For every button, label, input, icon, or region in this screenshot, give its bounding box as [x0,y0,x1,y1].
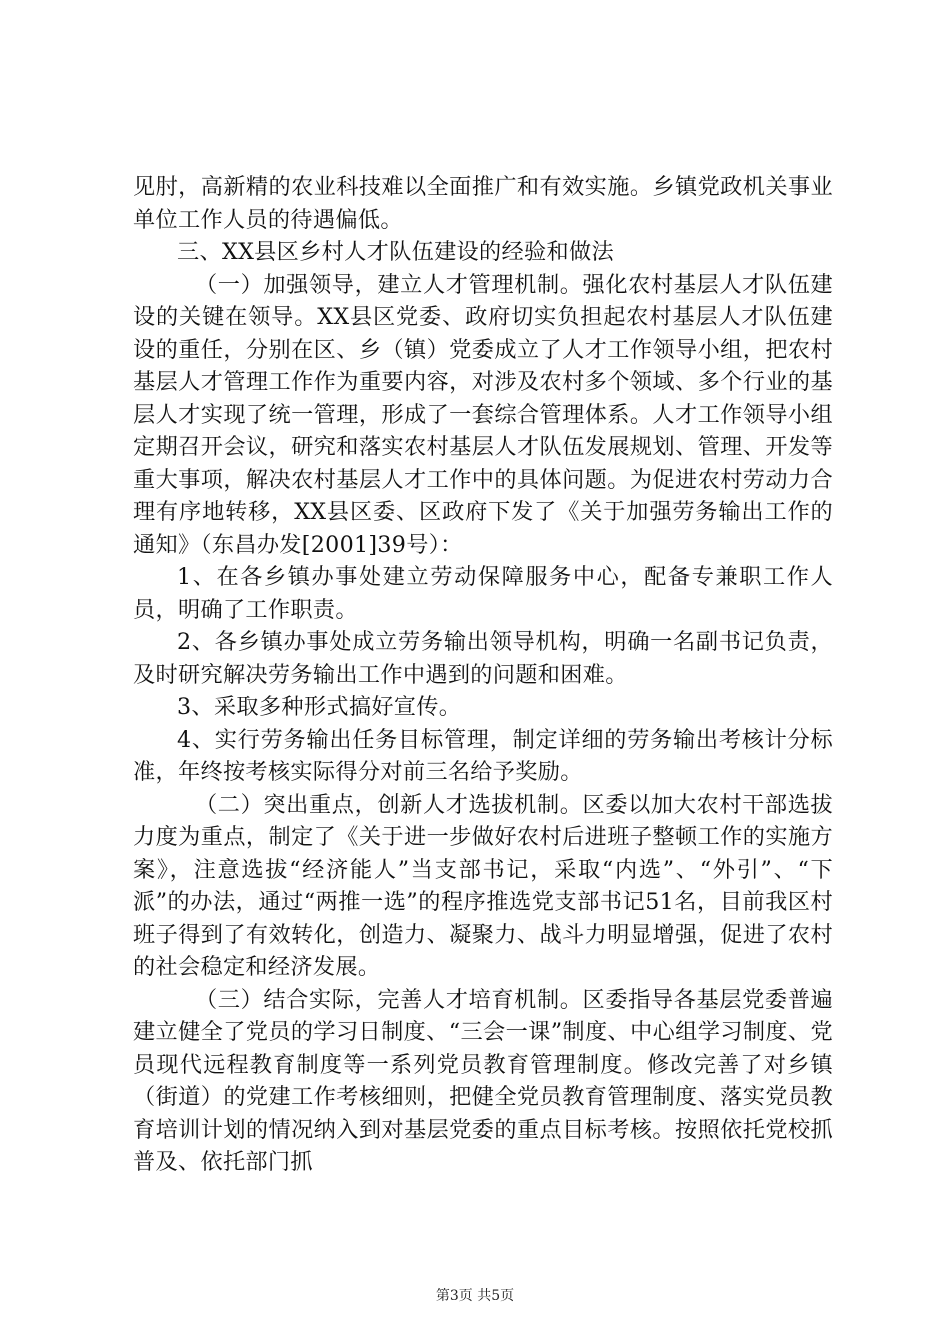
list-item-4: 4、实行劳务输出任务目标管理，制定详细的劳务输出考核计分标准，年终按考核实际得分对前三名给予奖励。 [133,726,833,785]
list-item-2: 2、各乡镇办事处成立劳务输出领导机构，明确一名副书记负责，及时研究解决劳务输出工作中遇到的问题和困难。 [133,629,833,688]
document-body [133,171,833,1179]
section-heading: 三、XX县区乡村人才队伍建设的经验和做法 [177,239,614,265]
list-item-3: 3、采取多种形式搞好宣传。 [177,694,462,720]
paragraph-continuation: 见肘，高新精的农业科技难以全面推广和有效实施。乡镇党政机关事业单位工作人员的待遇偏低。 [133,174,833,233]
subsection-paragraph-1: （一）加强领导，建立人才管理机制。强化农村基层人才队伍建设的关键在领导。XX县区党委、政府切实负担起农村基层人才队伍建设的重任，分别在区、乡（镇）党委成立了人才工作领导小组，把农村基层人才管理工作作为重要内容，对涉及农村多个领域、多个行业的基层人才实现了统一管理，形成了一套综合管理体系。人才工作领导小组定期召开会议，研究和落实农村基层人才队伍发展规划、管理、开发等重大事项，解决农村基层人才工作中的具体问题。为促进农村劳动力合理有序地转移，XX县区委、区政府下发了《关于加强劳务输出工作的通知》（东昌办发[2001]39号）： [133,271,833,558]
subsection-paragraph-3: （三）结合实际，完善人才培育机制。区委指导各基层党委普遍建立健全了党员的学习日制度、“三会一课”制度、中心组学习制度、党员现代远程教育制度等一系列党员教育管理制度。修改完善了对乡镇（街道）的党建工作考核细则，把健全党员教育管理制度、落实党员教育培训计划的情况纳入到对基层党委的重点目标考核。按照依托党校抓普及、依托部门抓 [133,986,833,1175]
page-number-footer: 第3页 共5页 [435,1288,515,1304]
subsection-paragraph-2: （二）突出重点，创新人才选拔机制。区委以加大农村干部选拔力度为重点，制定了《关于进一步做好农村后进班子整顿工作的实施方案》，注意选拔“经济能人”当支部书记，采取“内选”、“外引”、“下派”的办法，通过“两推一选”的程序推选党支部书记51名，目前我区村班子得到了有效转化，创造力、凝聚力、战斗力明显增强，促进了农村的社会稳定和经济发展。 [133,791,833,980]
list-item-1: 1、在各乡镇办事处建立劳动保障服务中心，配备专兼职工作人员，明确了工作职责。 [133,564,833,623]
